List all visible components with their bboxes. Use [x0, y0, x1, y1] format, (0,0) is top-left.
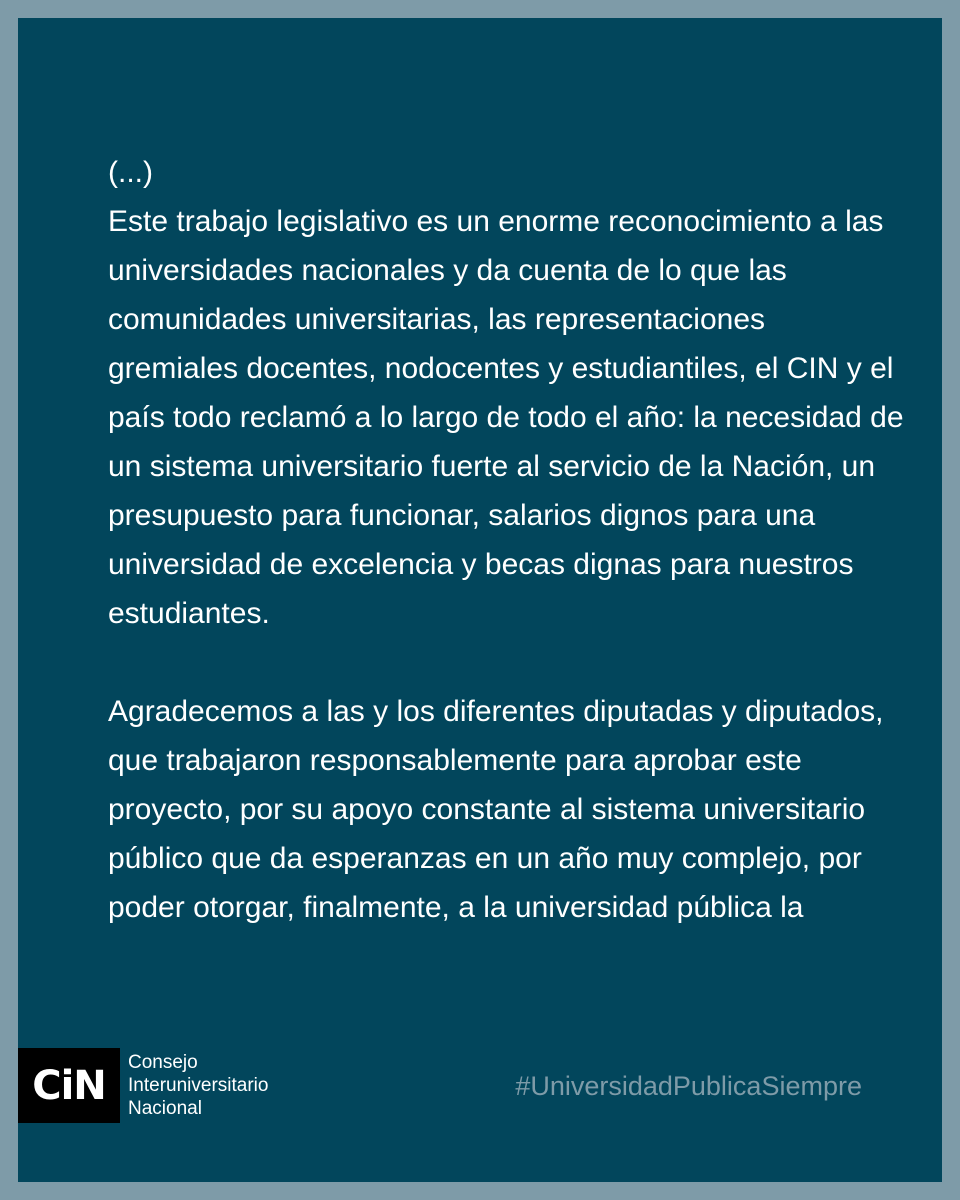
text-line: universidades nacionales y da cuenta de lo que las — [108, 254, 787, 287]
logo-line: Interuniversitario — [128, 1075, 269, 1096]
cin-logo-text — [128, 1051, 268, 1120]
text-line: que trabajaron responsablemente para aprobar este — [108, 744, 802, 777]
statement-text — [108, 148, 904, 932]
text-line: estudiantes. — [108, 597, 270, 630]
text-line: poder otorgar, finalmente, a la universidad pública la — [108, 891, 804, 924]
hashtag: #UniversidadPublicaSiempre — [515, 1071, 862, 1101]
text-line: comunidades universitarias, las representaciones — [108, 303, 766, 336]
logo-line: Consejo — [128, 1052, 198, 1073]
text-line: proyecto, por su apoyo constante al sistema universitario — [108, 793, 866, 826]
text-line: (...) — [108, 156, 153, 189]
text-line: Este trabajo legislativo es un enorme reconocimiento a las — [108, 205, 884, 238]
text-line: universidad de excelencia y becas dignas para nuestros — [108, 548, 854, 581]
text-line: gremiales docentes, nodocentes y estudiantiles, el CIN y el — [108, 352, 894, 385]
text-line: público que da esperanzas en un año muy complejo, por — [108, 842, 862, 875]
text-line: Agradecemos a las y los diferentes diputadas y diputados, — [108, 695, 884, 728]
content-panel — [18, 18, 942, 1182]
paragraph-gap — [108, 638, 888, 687]
text-line: presupuesto para funcionar, salarios dignos para una — [108, 499, 816, 532]
logo-line: Nacional — [128, 1098, 202, 1119]
cin-logo — [18, 1048, 268, 1123]
cin-logo-mark: CiN — [18, 1048, 120, 1123]
text-line: país todo reclamó a lo largo de todo el año: la necesidad de — [108, 401, 904, 434]
text-line: un sistema universitario fuerte al servicio de la Nación, un — [108, 450, 876, 483]
